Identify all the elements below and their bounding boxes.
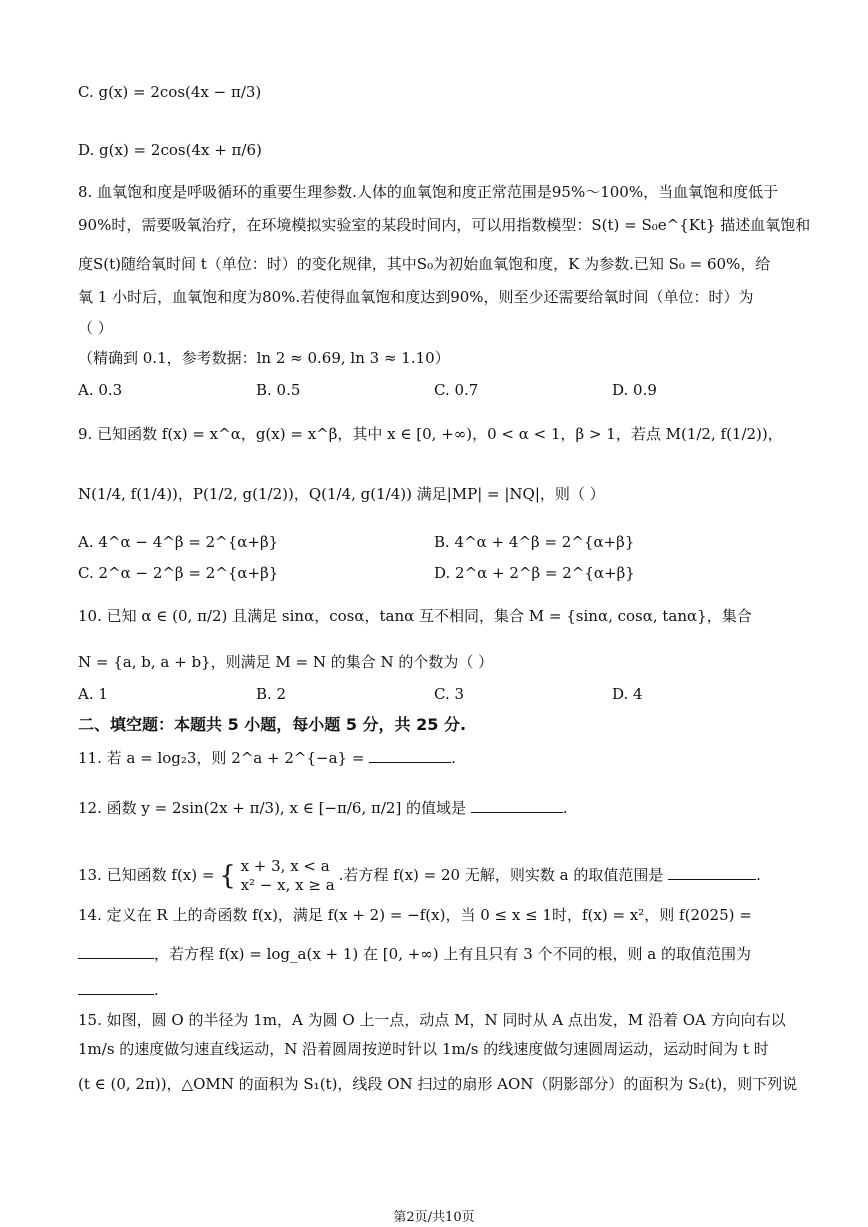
section-heading-fill-in: 二、填空题：本题共 5 小题，每小题 5 分，共 25 分.	[78, 715, 467, 734]
q14-line-3-wrap	[78, 980, 808, 1000]
q9-option-a: A. 4^α − 4^β = 2^{α+β}	[78, 533, 279, 551]
q13-case-2: x² − x, x ≥ a	[240, 876, 335, 894]
q11-text: 11. 若 a = log₂3，则 2^a + 2^{−a} =	[78, 749, 365, 767]
q13-case-1: x + 3, x < a	[240, 857, 330, 875]
q9-line-2: N(1/4, f(1/4))，P(1/2, g(1/2))，Q(1/4, g(1/4)) 满足|MP| = |NQ|，则（ ）	[78, 485, 605, 503]
q8-answer-paren: （ ）	[78, 319, 113, 337]
q10-line-1: 10. 已知 α ∈ (0, π/2) 且满足 sinα，cosα，tanα 互不相同，集合 M = {sinα, cosα, tanα}，集合	[78, 607, 752, 625]
q10-option-d: D. 4	[612, 685, 643, 703]
q12	[78, 798, 808, 818]
q7-option-c: C. g(x) = 2cos(4x − π/3)	[78, 83, 262, 101]
q14-line-1: 14. 定义在 R 上的奇函数 f(x)，满足 f(x + 2) = −f(x)，当 0 ≤ x ≤ 1时，f(x) = x²，则 f(2025) =	[78, 906, 752, 924]
q13-answer-blank[interactable]	[668, 865, 756, 880]
q14-line-2-wrap	[78, 944, 808, 964]
q8-option-a: A. 0.3	[78, 381, 123, 399]
q9-line-1: 9. 已知函数 f(x) = x^α，g(x) = x^β，其中 x ∈ [0, +∞)，0 < α < 1，β > 1，若点 M(1/2, f(1/2))，	[78, 425, 783, 443]
page-footer: 第2页/共10页	[393, 1210, 475, 1225]
q7-option-d: D. g(x) = 2cos(4x + π/6)	[78, 141, 262, 159]
q14-tail: .	[154, 981, 159, 999]
q8-line-3: 度S(t)随给氧时间 t（单位：时）的变化规律，其中S₀为初始血氧饱和度，K 为参数.已知 S₀ = 60%，给	[78, 255, 771, 273]
q8-line-1: 8. 血氧饱和度是呼吸循环的重要生理参数.人体的血氧饱和度正常范围是95%～100%，当血氧饱和度低于	[78, 183, 779, 201]
q13	[78, 856, 808, 896]
q15-line-3: (t ∈ (0, 2π))，△OMN 的面积为 S₁(t)，线段 ON 扫过的扇形 AON（阴影部分）的面积为 S₂(t)，则下列说	[78, 1075, 798, 1093]
q11-answer-blank[interactable]	[369, 748, 451, 763]
q9-option-d: D. 2^α + 2^β = 2^{α+β}	[434, 564, 635, 582]
q13-tail: .	[756, 866, 761, 884]
q12-tail: .	[562, 799, 568, 817]
q11	[78, 748, 808, 768]
q8-option-d: D. 0.9	[612, 381, 657, 399]
q10-option-c: C. 3	[434, 685, 465, 703]
q15-line-2: 1m/s 的速度做匀速直线运动，N 沿着圆周按逆时针以 1m/s 的线速度做匀速圆周运动，运动时间为 t 时	[78, 1040, 769, 1058]
q13-brace: {	[219, 861, 236, 891]
q10-option-b: B. 2	[256, 685, 287, 703]
q8-option-c: C. 0.7	[434, 381, 479, 399]
q10-line-2: N = {a, b, a + b}，则满足 M = N 的集合 N 的个数为（ ）	[78, 653, 494, 671]
q14-line-2: ，若方程 f(x) = log_a(x + 1) 在 [0, +∞) 上有且只有 3 个不同的根，则 a 的取值范围为	[154, 945, 751, 963]
q8-line-4: 氧 1 小时后，血氧饱和度为80%.若使得血氧饱和度达到90%，则至少还需要给氧时间（单位：时）为	[78, 288, 754, 306]
q15-line-1: 15. 如图，圆 O 的半径为 1m，A 为圆 O 上一点，动点 M，N 同时从 A 点出发，M 沿着 OA 方向向右以	[78, 1011, 786, 1029]
q8-line-2: 90%时，需要吸氧治疗，在环境模拟实验室的某段时间内，可以用指数模型：S(t) = S₀e^{Kt} 描述血氧饱和	[78, 216, 811, 234]
q14-answer-blank-1[interactable]	[78, 944, 154, 959]
q9-option-b: B. 4^α + 4^β = 2^{α+β}	[434, 533, 635, 551]
q14-answer-blank-2[interactable]	[78, 980, 154, 995]
q12-answer-blank[interactable]	[471, 798, 563, 813]
q9-option-c: C. 2^α − 2^β = 2^{α+β}	[78, 564, 279, 582]
q8-option-b: B. 0.5	[256, 381, 301, 399]
q12-text: 12. 函数 y = 2sin(2x + π/3), x ∈ [−π/6, π/2] 的值域是	[78, 799, 467, 817]
q13-suffix: .若方程 f(x) = 20 无解，则实数 a 的取值范围是	[338, 866, 664, 884]
q13-cases	[241, 857, 335, 895]
q11-tail: .	[451, 749, 456, 767]
q10-option-a: A. 1	[78, 685, 108, 703]
q8-reference-data: （精确到 0.1，参考数据：ln 2 ≈ 0.69, ln 3 ≈ 1.10）	[78, 349, 450, 367]
q13-prefix: 13. 已知函数 f(x) =	[78, 866, 215, 884]
